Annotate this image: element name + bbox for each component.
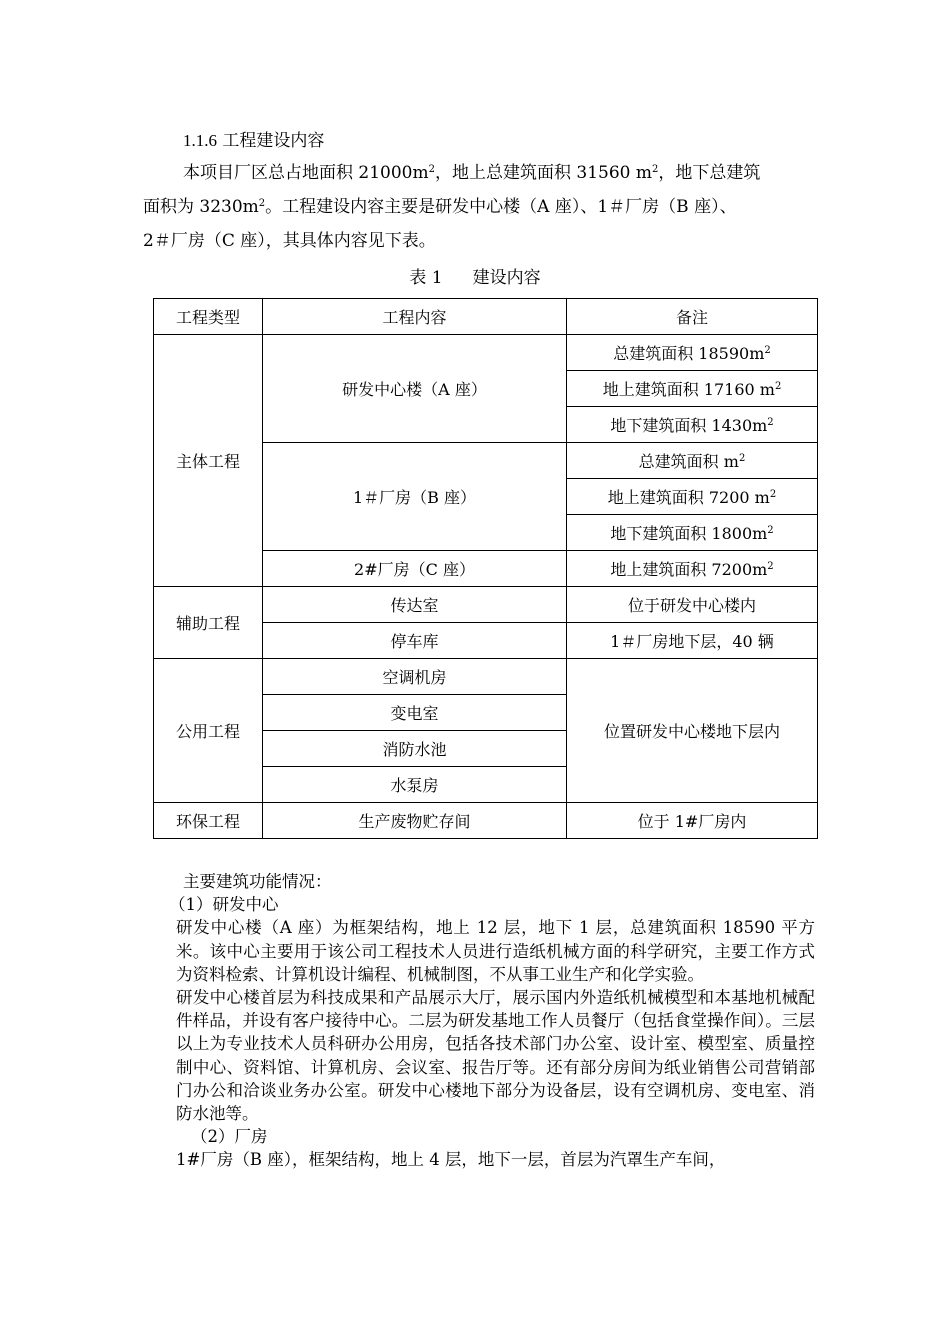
table-row: [154, 335, 818, 371]
body-heading: 主要建筑功能情况：: [183, 872, 332, 891]
body-text: [143, 870, 815, 1172]
content-cell: 传达室: [263, 587, 567, 623]
note-cell: 地上建筑面积 7200 $m^2$: [567, 479, 818, 515]
note-cell: 位置研发中心楼地下层内: [567, 659, 818, 803]
table-row: [154, 659, 818, 695]
superscript: 2: [258, 198, 266, 209]
paragraph: 研发中心楼（A 座）为框架结构，地上 12 层，地下 1 层，总建筑面积 18590 平方米。该中心主要用于该公司工程技术人员进行造纸机械方面的科学研究，主要工作方式为资料检索、计算机设计编程、机械制图，不从事工业生产和化学实验。: [176, 918, 815, 984]
superscript: 2: [652, 164, 659, 175]
superscript: 2: [428, 164, 435, 175]
content-cell: 停车库: [263, 623, 567, 659]
content-cell: 研发中心楼（A 座）: [263, 335, 567, 443]
table-row: [154, 803, 818, 839]
paragraph: 研发中心楼首层为科技成果和产品展示大厅，展示国内外造纸机械模型和本基地机械配件样品，并设有客户接待中心。二层为研发基地工作人员餐厅（包括食堂操作间）。三层以上为专业技术人员科研办公用房，包括各技术部门办公室、设计室、模型室、质量控制中心、资料馆、计算机房、会议室、报告厅等。还有部分房间为纸业销售公司营销部门办公和洽谈业务办公室。研发中心楼地下部分为设备层，设有空调机房、变电室、消防水池等。: [176, 988, 815, 1124]
note-cell: 地下建筑面积 $1800m^2$: [567, 515, 818, 551]
table-header-row: [154, 299, 818, 335]
intro-text: 面积为 3230m: [143, 197, 259, 217]
intro-text: ，地下总建筑: [658, 163, 761, 183]
table-row: [154, 587, 818, 623]
note-cell: 位于 1#厂房内: [567, 803, 818, 839]
subheading: （1）研发中心: [169, 895, 279, 915]
content-cell: 2#厂房（C 座）: [263, 551, 567, 587]
table-caption-label: 表 1: [409, 268, 443, 288]
subheading: （2）厂房: [191, 1127, 268, 1147]
content-cell: 1＃厂房（B 座）: [263, 443, 567, 551]
table-caption: [0, 263, 950, 288]
intro-text: 本项目厂区总占地面积 21000m: [183, 163, 429, 183]
construction-table: [153, 298, 818, 839]
table-caption-title: 建设内容: [472, 268, 541, 288]
note-cell: 地上建筑面积 17160 $m^2$: [567, 371, 818, 407]
section-heading: [183, 126, 324, 151]
header-cell: 工程类型: [154, 299, 263, 335]
section-title-text: 工程建设内容: [222, 131, 325, 151]
intro-text: 2＃厂房（C 座），其具体内容见下表。: [143, 231, 436, 251]
content-cell: 水泵房: [263, 767, 567, 803]
header-cell: 备注: [567, 299, 818, 335]
note-cell: 总建筑面积 $m^2$: [567, 443, 818, 479]
section-number: 1.1.6: [183, 131, 217, 150]
type-cell: 主体工程: [154, 335, 263, 587]
note-cell: 1＃厂房地下层，40 辆: [567, 623, 818, 659]
note-cell: 位于研发中心楼内: [567, 587, 818, 623]
intro-paragraph: [143, 156, 815, 258]
content-cell: 消防水池: [263, 731, 567, 767]
note-cell: 地上建筑面积 $7200m^2$: [567, 551, 818, 587]
type-cell: 辅助工程: [154, 587, 263, 659]
content-cell: 生产废物贮存间: [263, 803, 567, 839]
content-cell: 空调机房: [263, 659, 567, 695]
header-cell: 工程内容: [263, 299, 567, 335]
type-cell: 环保工程: [154, 803, 263, 839]
type-cell: 公用工程: [154, 659, 263, 803]
intro-text: 。工程建设内容主要是研发中心楼（A 座）、1＃厂房（B 座）、: [265, 197, 737, 217]
note-cell: 地下建筑面积 $1430m^2$: [567, 407, 818, 443]
content-cell: 变电室: [263, 695, 567, 731]
intro-text: ，地上总建筑面积 31560 m: [434, 163, 652, 183]
paragraph: 1#厂房（B 座），框架结构，地上 4 层，地下一层，首层为汽罩生产车间，: [176, 1150, 726, 1170]
note-cell: 总建筑面积 $18590m^2$: [567, 335, 818, 371]
